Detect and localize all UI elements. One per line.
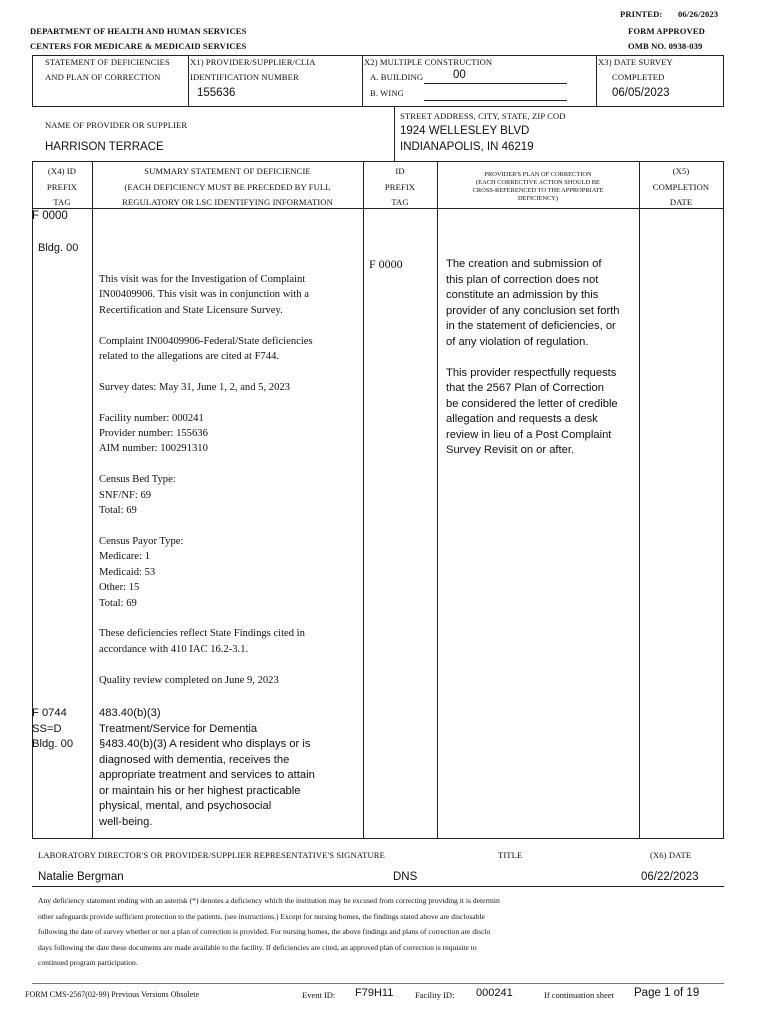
printed-label: PRINTED: — [620, 9, 663, 19]
id-prefix-tag-f0000: F 0000 — [369, 257, 403, 271]
building-label: A. BUILDING — [370, 72, 424, 82]
col-id: ID — [395, 166, 405, 176]
col-id-tag: TAG — [391, 197, 409, 207]
col-x5: (X5) — [672, 166, 690, 176]
x6-date-label: (X6) DATE — [650, 850, 692, 860]
form-number: FORM CMS-2567(02-99) Previous Versions Obsolete — [25, 990, 200, 999]
col-id-prefix: PREFIX — [384, 182, 416, 192]
col-plan-header — [437, 171, 639, 203]
disclaimer-line: continued program participation. — [38, 958, 138, 967]
col-summary-sub2: REGULATORY OR LSC IDENTIFYING INFORMATION — [122, 197, 333, 207]
prefix-tag-f0744: F 0744 SS=D Bldg. 00 — [32, 707, 74, 750]
x1-sublabel: IDENTIFICATION NUMBER — [190, 72, 299, 82]
omb-number: OMB NO. 0938-039 — [628, 41, 703, 51]
summary-intro-text: This visit was for the Investigation of Complaint IN00409906. This visit was in conjunction with a Recertification and State Licensure Survey. Complaint IN00409906-Federal/State deficiencies related to the allegations are cited at F744. Survey dates: May 31, June 1, 2, and 5, 2023 Facility number: 000241 Provider number: 155636 AIM number: 100291310 Census Bed Type: SNF/NF: 69 Total: 69 Census Payor Type: Medicare: 1 Medicaid: 53 Other: 15 Total: 69 These deficiencies reflect State Findings cited in accordance with 410 IAC 16.2-3.1. Quality review completed on June 9, 2023 — [99, 274, 313, 686]
plan-label: AND PLAN OF CORRECTION — [45, 72, 161, 82]
col-summary-sub1: (EACH DEFICIENCY MUST BE PRECEDED BY FULL — [124, 182, 331, 192]
bldg-label: Bldg. 00 — [38, 242, 79, 254]
provider-name-label: NAME OF PROVIDER OR SUPPLIER — [45, 120, 188, 130]
facility-id-value: 000241 — [476, 987, 513, 999]
disclaimer-line: Any deficiency statement ending with an asterisk (*) denotes a deficiency which the institution may be excused from correcting providing it is determin — [38, 896, 500, 905]
address-city: INDIANAPOLIS, IN 46219 — [400, 141, 534, 153]
summary-f744-text: 483.40(b)(3) Treatment/Service for Dementia §483.40(b)(3) A resident who displays or is diagnosed with dementia, receives the appropriate treatment and services to attain or maintain his or her highest practicable physical, mental, and psychosocial well-being. — [99, 707, 315, 828]
event-id-label: Event ID: — [302, 990, 336, 1000]
col-x4-tag: TAG — [53, 197, 71, 207]
survey-completed-date: 06/05/2023 — [612, 87, 670, 99]
x1-label: X1) PROVIDER/SUPPLIER/CLIA — [190, 57, 316, 67]
col-x5-completion: COMPLETION — [652, 182, 710, 192]
signature-label: LABORATORY DIRECTOR'S OR PROVIDER/SUPPLIER REPRESENTATIVE'S SIGNATURE — [38, 850, 385, 860]
event-id-value: F79H11 — [355, 987, 394, 999]
col-x5-date: DATE — [669, 197, 693, 207]
col-plan-sub2: CROSS-REFERENCED TO THE APPROPRIATE — [472, 187, 604, 194]
disclaimer — [38, 893, 728, 971]
department-heading: DEPARTMENT OF HEALTH AND HUMAN SERVICES — [30, 26, 247, 36]
form-approved: FORM APPROVED — [628, 26, 705, 36]
col-plan-sub3: DEFICIENCY) — [517, 195, 559, 202]
provider-id-number: 155636 — [197, 87, 236, 99]
prefix-tag-f0000: F 0000 — [32, 210, 68, 222]
centers-heading: CENTERS FOR MEDICARE & MEDICAID SERVICES — [30, 41, 247, 51]
title-label: TITLE — [498, 850, 523, 860]
facility-id-label: Facility ID: — [415, 990, 455, 1000]
disclaimer-line: other safeguards provide sufficient protection to the patients. (see instructions.) Except for nursing homes, the findings stated above are disclosable — [38, 911, 485, 921]
page-number: Page 1 of 19 — [634, 987, 700, 999]
x2-label: X2) MULTIPLE CONSTRUCTION — [364, 57, 493, 67]
x3-label: X3) DATE SURVEY — [598, 57, 673, 67]
address-label: STREET ADDRESS, CITY, STATE, ZIP COD — [400, 111, 566, 121]
col-x4-prefix: PREFIX — [46, 182, 78, 192]
printed-date: 06/26/2023 — [678, 9, 719, 19]
signer-name: Natalie Bergman — [38, 871, 124, 883]
statement-label: STATEMENT OF DEFICIENCIES — [45, 57, 170, 67]
col-summary-title: SUMMARY STATEMENT OF DEFICIENCIE — [144, 166, 311, 176]
address-street: 1924 WELLESLEY BLVD — [400, 125, 530, 137]
wing-label: B. WING — [370, 88, 404, 98]
disclaimer-line: days following the date these documents are made available to the facility. If deficiencies are cited, an approved plan of correction is requisite to — [38, 942, 477, 952]
provider-name: HARRISON TERRACE — [45, 141, 164, 153]
signer-title: DNS — [393, 871, 418, 883]
disclaimer-line: following the date of survey whether or not a plan of correction is provided. For nursing homes, the above findings and plans of correction are disclo — [38, 927, 491, 936]
col-plan-sub1: (EACH CORRECTIVE ACTION SHOULD BE — [476, 179, 600, 186]
plan-of-correction-text: The creation and submission of this plan of correction does not constitute an admission by this provider of any conclusion set forth in the statement of deficiencies, or of any violation of regulation. This provider respectfully requests that the 2567 Plan of Correction be considered the letter of credible allegation and requests a desk review in lieu of a Post Complaint Survey Revisit on or after. — [446, 258, 620, 456]
x3-sublabel: COMPLETED — [612, 72, 665, 82]
continuation-label: If continuation sheet — [544, 990, 614, 1000]
col-plan-title: PROVIDER'S PLAN OF CORRECTION — [484, 171, 592, 178]
col-x4-id: (X4) ID — [47, 166, 77, 176]
building-value: 00 — [453, 69, 466, 81]
signature-date: 06/22/2023 — [641, 871, 699, 883]
